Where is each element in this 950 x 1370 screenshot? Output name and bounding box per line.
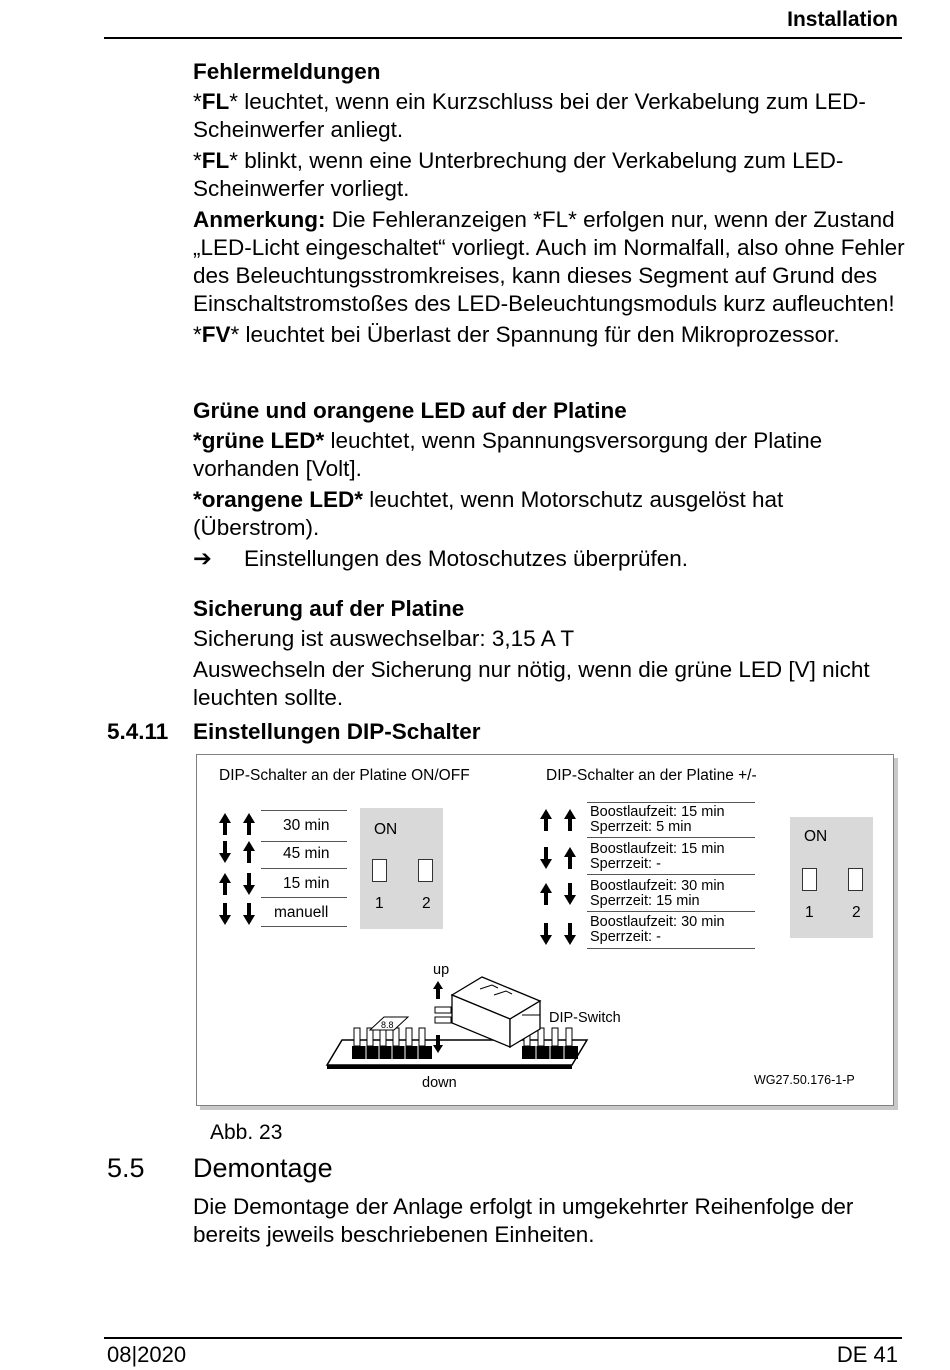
footer-date: 08|2020 <box>107 1342 187 1367</box>
dip-switch-2 <box>418 859 433 882</box>
heading-led: Grüne und orangene LED auf der Platine <box>193 398 627 423</box>
sperr-text: Sperrzeit: 15 min <box>590 893 700 909</box>
heading-dip-schalter: Einstellungen DIP-Schalter <box>193 719 481 744</box>
svg-text:8.8: 8.8 <box>381 1020 394 1030</box>
section-number-5-4-11: 5.4.11 <box>107 719 169 744</box>
heading-fehlermeldungen: Fehlermeldungen <box>193 59 381 84</box>
boost-text: Boostlaufzeit: 30 min <box>590 914 725 930</box>
paragraph-sicherung-1: Sicherung ist auswechselbar: 3,15 A T <box>193 626 575 651</box>
dip-switch-2 <box>848 868 863 891</box>
header-rule <box>104 37 902 39</box>
text-bold: *orangene LED* <box>193 487 364 512</box>
switch-1-label: 1 <box>805 904 814 921</box>
text: * blinkt, wenn eine Unterbrechung der Verkabelung zum LED-Scheinwerfer vorliegt. <box>193 148 844 201</box>
text-bold: Anmerkung: <box>193 207 326 232</box>
divider <box>587 874 755 875</box>
divider <box>261 810 347 811</box>
divider <box>261 897 347 898</box>
text: * leuchtet, wenn ein Kurzschluss bei der Verkabelung zum LED-Scheinwerfer anliegt. <box>193 89 866 142</box>
left-row-label: 45 min <box>283 845 330 862</box>
on-label: ON <box>374 821 398 838</box>
footer-page-number: DE 41 <box>836 1342 898 1367</box>
figure-dip-schalter <box>196 754 894 1106</box>
paragraph-orangene-led <box>193 486 913 542</box>
dip-switch-box-right <box>790 817 873 938</box>
dip-switch-box-left <box>360 808 443 929</box>
footer-rule <box>104 1337 902 1339</box>
paragraph-sicherung-2: Auswechseln der Sicherung nur nötig, wenn die grüne LED [V] nicht leuchten sollte. <box>193 657 870 710</box>
right-row-label <box>590 879 725 909</box>
sperr-text: Sperrzeit: 5 min <box>590 819 692 835</box>
divider <box>261 841 347 842</box>
sperr-text: Sperrzeit: - <box>590 856 661 872</box>
dip-switch-1 <box>802 868 817 891</box>
right-arrows-graphic <box>538 807 582 947</box>
divider <box>261 868 347 869</box>
dip-switch-label: DIP-Switch <box>549 1010 621 1026</box>
text: * leuchtet bei Überlast der Spannung für den Mikroprozessor. <box>230 322 840 347</box>
text: Die Fehleranzeigen *FL* erfolgen nur, wenn der Zustand „LED-Licht eingeschaltet“ vorliegt. Auch im Normalfall, also ohne Fehler des Beleuchtungsstromkreises, kann dieses Segment auf Grund des Einschaltstromstoßes des LED-Beleuchtungsmoduls kurz aufleuchten! <box>193 207 905 316</box>
left-row-label: 15 min <box>283 875 330 892</box>
divider <box>587 948 755 949</box>
right-row-label <box>590 915 725 945</box>
section-led <box>193 397 913 576</box>
left-row-label: manuell <box>274 904 329 921</box>
up-label: up <box>433 962 450 978</box>
right-row-label <box>590 842 725 872</box>
paragraph-fl-kurzschluss <box>193 88 913 144</box>
divider <box>587 837 755 838</box>
text-bold: *grüne LED* <box>193 428 325 453</box>
sperr-text: Sperrzeit: - <box>590 929 661 945</box>
left-row-label: 30 min <box>283 817 330 834</box>
section-fehlermeldungen <box>193 58 913 352</box>
heading-demontage: Demontage <box>193 1153 333 1183</box>
boost-text: Boostlaufzeit: 30 min <box>590 878 725 894</box>
section-sicherung <box>193 595 913 715</box>
text: * <box>193 89 202 114</box>
text-bold: FV <box>201 322 231 347</box>
paragraph-demontage: Die Demontage der Anlage erfolgt in umgekehrter Reihenfolge der bereits jeweils beschriebenen Einheiten. <box>193 1194 854 1247</box>
down-label: down <box>422 1075 457 1091</box>
left-arrows-graphic <box>217 811 261 931</box>
figure-right-title: DIP-Schalter an der Platine +/- <box>546 767 757 784</box>
switch-2-label: 2 <box>852 904 861 921</box>
dip-switch-1 <box>372 859 387 882</box>
paragraph-gruene-led <box>193 427 913 483</box>
figure-code: WG27.50.176-1-P <box>754 1073 855 1087</box>
section-number-5-5: 5.5 <box>107 1153 145 1183</box>
text-bold: FL <box>201 148 230 173</box>
on-label: ON <box>804 828 828 845</box>
paragraph-fv <box>193 321 913 349</box>
figure-left-title: DIP-Schalter an der Platine ON/OFF <box>219 767 470 784</box>
paragraph-fl-unterbrechung <box>193 147 913 203</box>
action-text: Einstellungen des Motoschutzes überprüfen. <box>244 546 689 571</box>
arrow-right-icon: ➔ <box>193 546 212 571</box>
divider <box>587 802 755 803</box>
action-item <box>193 545 913 573</box>
paragraph-anmerkung <box>193 206 913 318</box>
text: * <box>193 322 202 347</box>
divider <box>261 926 347 927</box>
heading-sicherung: Sicherung auf der Platine <box>193 596 465 621</box>
switch-1-label: 1 <box>375 895 384 912</box>
switch-2-label: 2 <box>422 895 431 912</box>
text: leuchtet, wenn Spannungsversorgung der Platine vorhanden [Volt]. <box>193 428 823 481</box>
right-row-label <box>590 805 725 835</box>
text: * <box>193 148 202 173</box>
boost-text: Boostlaufzeit: 15 min <box>590 841 725 857</box>
text: leuchtet, wenn Motorschutz ausgelöst hat (Überstrom). <box>193 487 784 540</box>
boost-text: Boostlaufzeit: 15 min <box>590 804 725 820</box>
divider <box>587 911 755 912</box>
text-bold: FL <box>201 89 230 114</box>
header-title: Installation <box>787 8 898 31</box>
figure-caption: Abb. 23 <box>210 1121 283 1144</box>
